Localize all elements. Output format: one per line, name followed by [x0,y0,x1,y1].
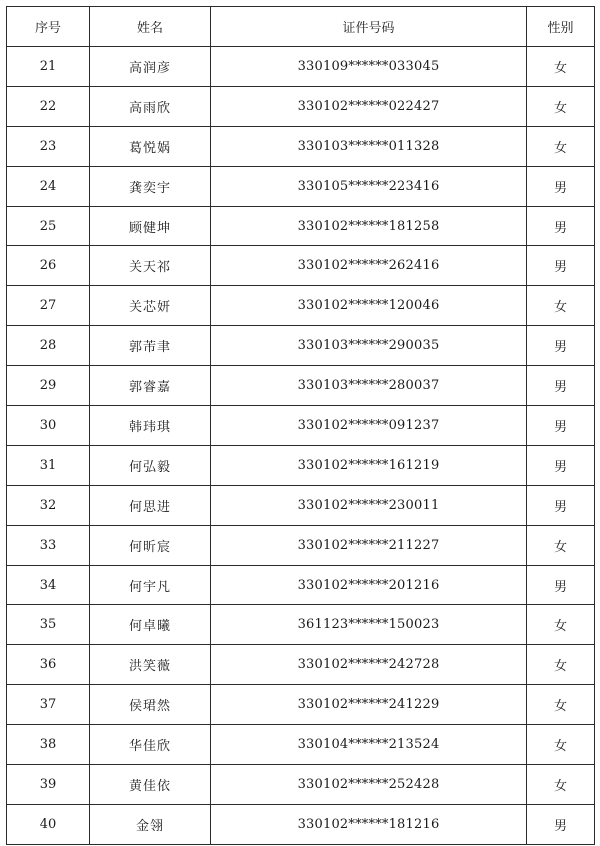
cell-gender: 女 [527,126,595,166]
table-body [7,47,595,845]
cell-name: 洪笑薇 [90,645,211,685]
cell-index: 27 [7,286,90,326]
cell-gender: 女 [527,286,595,326]
cell-name: 韩玮琪 [90,406,211,446]
cell-id-number: 330102******022427 [211,86,527,126]
table-row [7,326,595,366]
cell-index: 35 [7,605,90,645]
cell-id-number: 330102******242728 [211,645,527,685]
cell-gender: 女 [527,645,595,685]
cell-gender: 男 [527,206,595,246]
cell-gender: 男 [527,804,595,844]
table-row [7,206,595,246]
cell-index: 24 [7,166,90,206]
cell-name: 高润彦 [90,47,211,87]
cell-id-number: 330102******262416 [211,246,527,286]
cell-name: 关天祁 [90,246,211,286]
header-row [7,7,595,47]
cell-id-number: 330109******033045 [211,47,527,87]
header-id-number: 证件号码 [211,7,527,47]
cell-name: 黄佳依 [90,765,211,805]
table-row [7,725,595,765]
cell-id-number: 330102******161219 [211,445,527,485]
cell-name: 何昕宸 [90,525,211,565]
cell-gender: 男 [527,326,595,366]
cell-id-number: 330103******280037 [211,366,527,406]
cell-gender: 男 [527,565,595,605]
header-index: 序号 [7,7,90,47]
cell-index: 26 [7,246,90,286]
cell-gender: 女 [527,605,595,645]
cell-index: 31 [7,445,90,485]
cell-name: 侯珺然 [90,685,211,725]
cell-index: 34 [7,565,90,605]
cell-id-number: 330102******181258 [211,206,527,246]
cell-gender: 男 [527,166,595,206]
table-row [7,166,595,206]
cell-index: 36 [7,645,90,685]
cell-id-number: 330103******290035 [211,326,527,366]
cell-id-number: 330102******120046 [211,286,527,326]
cell-id-number: 330103******011328 [211,126,527,166]
cell-index: 30 [7,406,90,446]
cell-index: 32 [7,485,90,525]
header-gender: 性别 [527,7,595,47]
roster-table [6,6,595,845]
cell-id-number: 330102******201216 [211,565,527,605]
cell-id-number: 330102******252428 [211,765,527,805]
table-row [7,804,595,844]
table-row [7,126,595,166]
table-row [7,406,595,446]
cell-index: 33 [7,525,90,565]
cell-gender: 男 [527,485,595,525]
cell-id-number: 330102******211227 [211,525,527,565]
cell-name: 何思进 [90,485,211,525]
cell-index: 40 [7,804,90,844]
cell-name: 华佳欣 [90,725,211,765]
header-name: 姓名 [90,7,211,47]
cell-gender: 男 [527,246,595,286]
cell-name: 何卓曦 [90,605,211,645]
table-row [7,685,595,725]
table-row [7,86,595,126]
table-row [7,765,595,805]
cell-index: 22 [7,86,90,126]
cell-index: 23 [7,126,90,166]
cell-name: 郭睿嘉 [90,366,211,406]
cell-gender: 男 [527,406,595,446]
cell-gender: 男 [527,445,595,485]
cell-name: 何宇凡 [90,565,211,605]
cell-id-number: 330102******181216 [211,804,527,844]
cell-gender: 女 [527,47,595,87]
cell-index: 25 [7,206,90,246]
cell-gender: 女 [527,525,595,565]
cell-gender: 女 [527,685,595,725]
cell-index: 38 [7,725,90,765]
cell-name: 葛悦娲 [90,126,211,166]
cell-id-number: 330102******241229 [211,685,527,725]
table-row [7,445,595,485]
table-row [7,485,595,525]
cell-name: 高雨欣 [90,86,211,126]
cell-name: 龚奕宇 [90,166,211,206]
table-row [7,47,595,87]
cell-name: 郭芾聿 [90,326,211,366]
cell-name: 关芯妍 [90,286,211,326]
cell-index: 37 [7,685,90,725]
cell-id-number: 361123******150023 [211,605,527,645]
cell-name: 何弘毅 [90,445,211,485]
cell-gender: 女 [527,86,595,126]
table-header [7,7,595,47]
table-row [7,286,595,326]
cell-index: 28 [7,326,90,366]
cell-gender: 女 [527,765,595,805]
table-row [7,645,595,685]
cell-index: 39 [7,765,90,805]
cell-gender: 男 [527,366,595,406]
cell-id-number: 330105******223416 [211,166,527,206]
cell-id-number: 330104******213524 [211,725,527,765]
table-row [7,366,595,406]
cell-id-number: 330102******230011 [211,485,527,525]
table-row [7,565,595,605]
table-row [7,525,595,565]
table-row [7,605,595,645]
cell-index: 29 [7,366,90,406]
cell-name: 顾健坤 [90,206,211,246]
cell-name: 金翎 [90,804,211,844]
table-row [7,246,595,286]
cell-id-number: 330102******091237 [211,406,527,446]
cell-gender: 女 [527,725,595,765]
cell-index: 21 [7,47,90,87]
